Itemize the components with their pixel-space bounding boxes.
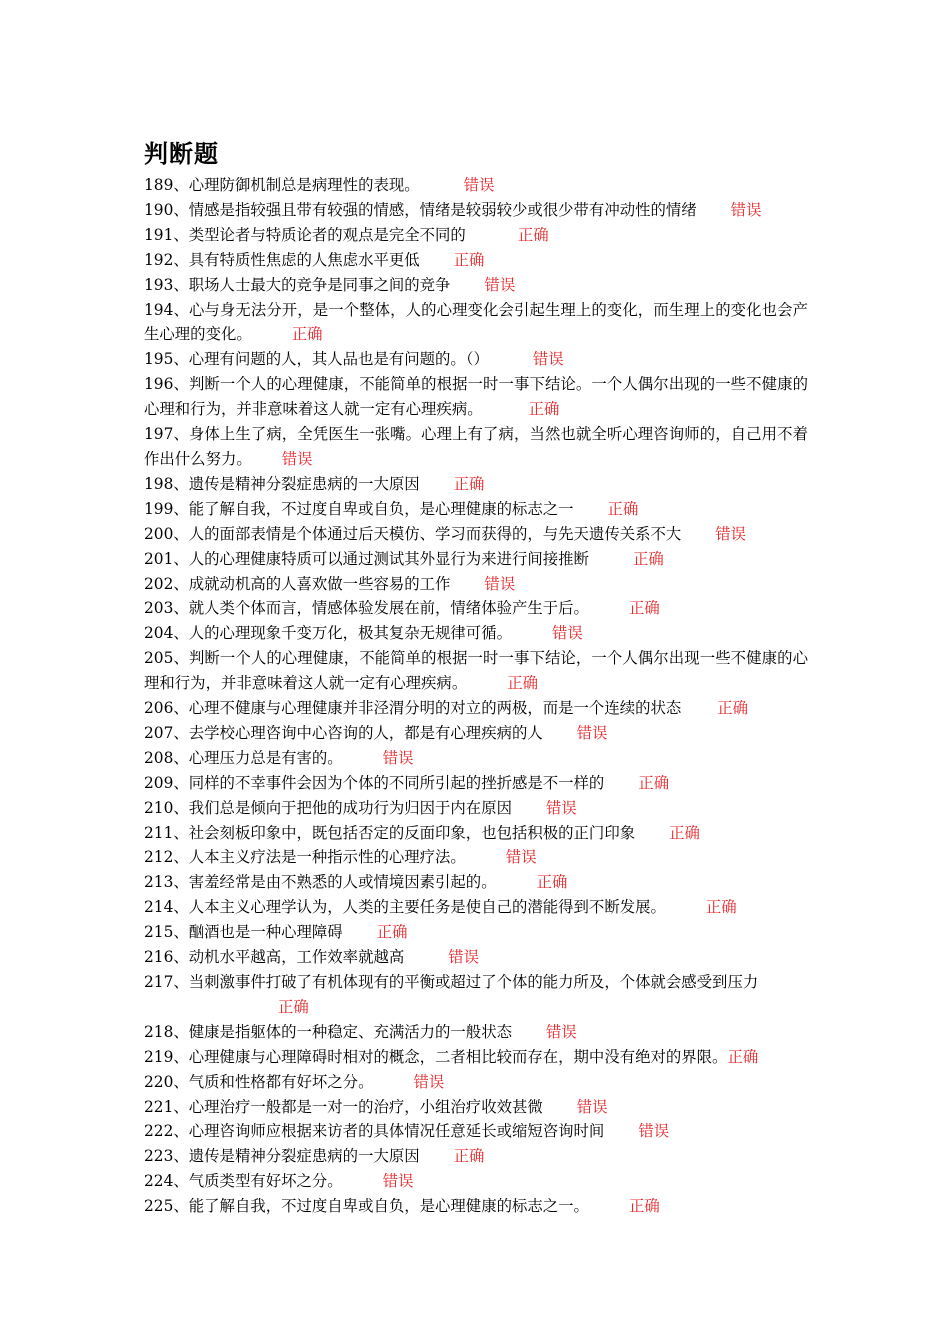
question-item: [144, 721, 808, 746]
question-item: [144, 1020, 808, 1045]
question-item: [144, 497, 808, 522]
answer-label: 错误: [281, 449, 313, 468]
question-text: 205、判断一个人的心理健康，不能简单的根据一时一事下结论，一个人偶尔出现一些不健康的心理和行为，并非意味着这人就一定有心理疾病。: [144, 649, 808, 693]
answer-label: 正确: [453, 250, 485, 269]
question-text: 202、成就动机高的人喜欢做一些容易的工作: [144, 574, 451, 593]
question-item: [144, 1169, 808, 1194]
question-item: [144, 248, 808, 273]
question-text: 216、动机水平越高，工作效率就越高: [144, 948, 405, 967]
question-text: 189、心理防御机制总是病理性的表现。: [144, 176, 420, 194]
question-text: 206、心理不健康与心理健康并非泾渭分明的对立的两极，而是一个连续的状态: [144, 699, 682, 718]
answer-label: 错误: [545, 1022, 577, 1041]
question-text: 211、社会刻板印象中，既包括否定的反面印象，也包括积极的正门印象: [144, 823, 636, 842]
question-item: [144, 845, 808, 870]
question-list: [144, 173, 808, 1219]
question-text: 191、类型论者与特质论者的观点是完全不同的: [144, 225, 466, 244]
answer-label: 错误: [448, 948, 480, 967]
question-text: 207、去学校心理咨询中心咨询的人，都是有心理疾病的人: [144, 723, 543, 742]
question-text: 225、能了解自我，不过度自卑或自负，是心理健康的标志之一。: [144, 1197, 589, 1216]
answer-label: 正确: [638, 773, 670, 792]
question-text: 212、人本主义疗法是一种指示性的心理疗法。: [144, 848, 466, 867]
question-item: [144, 522, 808, 547]
answer-label: 正确: [628, 599, 660, 618]
question-text: 199、能了解自我，不过度自卑或自负，是心理健康的标志之一: [144, 499, 574, 518]
answer-label: 正确: [453, 474, 485, 493]
question-item: [144, 572, 808, 597]
question-text: 222、心理咨询师应根据来访者的具体情况任意延长或缩短咨询时间: [144, 1122, 605, 1141]
answer-label: 错误: [715, 524, 747, 543]
question-text: 204、人的心理现象千变万化，极其复杂无规律可循。: [144, 624, 512, 643]
answer-label: 正确: [278, 997, 309, 1016]
answer-label: 正确: [669, 823, 700, 842]
question-item: [144, 970, 808, 1020]
answer-label: 正确: [291, 325, 323, 344]
question-item: [144, 347, 808, 372]
answer-label: 正确: [517, 225, 549, 244]
answer-label: 正确: [507, 674, 539, 693]
question-text: 194、心与身无法分开，是一个整体，人的心理变化会引起生理上的变化，而生理上的变化也会产生心理的变化。: [144, 300, 808, 344]
question-text: 190、情感是指较强且带有较强的情感，情绪是较弱较少或很少带有冲动性的情绪: [144, 200, 697, 219]
question-item: [144, 547, 808, 572]
answer-label: 正确: [528, 400, 560, 419]
question-text: 215、酗酒也是一种心理障碍: [144, 923, 343, 942]
answer-label: 错误: [505, 848, 537, 867]
answer-label: 错误: [730, 200, 762, 219]
answer-label: 错误: [484, 574, 516, 593]
question-item: [144, 298, 808, 348]
answer-label: 错误: [382, 1172, 414, 1191]
question-item: [144, 796, 808, 821]
question-item: [144, 945, 808, 970]
question-item: [144, 1194, 808, 1219]
question-item: [144, 273, 808, 298]
question-item: [144, 596, 808, 621]
question-item: [144, 472, 808, 497]
answer-label: 错误: [532, 350, 564, 369]
question-text: 220、气质和性格都有好坏之分。: [144, 1072, 374, 1091]
answer-label: 正确: [632, 549, 664, 568]
answer-label: 错误: [484, 275, 516, 294]
answer-label: 错误: [413, 1072, 445, 1091]
answer-label: 正确: [453, 1147, 485, 1166]
question-item: [144, 895, 808, 920]
question-text: 221、心理治疗一般都是一对一的治疗，小组治疗收效甚微: [144, 1097, 543, 1116]
question-text: 198、遗传是精神分裂症患病的一大原因: [144, 474, 420, 493]
question-item: [144, 621, 808, 646]
question-text: 213、害羞经常是由不熟悉的人或情境因素引起的。: [144, 873, 497, 892]
question-text: 210、我们总是倾向于把他的成功行为归因于内在原因: [144, 798, 512, 817]
answer-label: 错误: [545, 798, 577, 817]
question-text: 195、心理有问题的人，其人品也是有问题的。（）: [144, 350, 489, 369]
question-item: [144, 1095, 808, 1120]
question-item: [144, 372, 808, 422]
question-text: 196、判断一个人的心理健康，不能简单的根据一时一事下结论。一个人偶尔出现的一些不健康的心理和行为，并非意味着这人就一定有心理疾病。: [144, 375, 808, 419]
answer-label: 正确: [717, 699, 749, 718]
page-title: 判断题: [144, 140, 219, 168]
question-text: 201、人的心理健康特质可以通过测试其外显行为来进行间接推断: [144, 549, 589, 568]
question-text: 203、就人类个体而言，情感体验发展在前，情绪体验产生于后。: [144, 599, 589, 618]
question-text: 217、当刺激事件打破了有机体现有的平衡或超过了个体的能力所及，个体就会感受到压力: [144, 973, 759, 991]
answer-label: 正确: [376, 923, 408, 942]
question-item: [144, 920, 808, 945]
question-text: 214、人本主义心理学认为，人类的主要任务是使自己的潜能得到不断发展。: [144, 898, 666, 917]
answer-label: 正确: [727, 1047, 759, 1066]
answer-label: 正确: [628, 1197, 660, 1216]
question-text: 197、身体上生了病，全凭医生一张嘴。心理上有了病，当然也就全听心理咨询师的，自己用不着作出什么努力。: [144, 425, 808, 468]
question-item: [144, 198, 808, 223]
question-item: [144, 422, 808, 472]
question-item: [144, 696, 808, 721]
question-item: [144, 746, 808, 771]
answer-label: 错误: [638, 1122, 670, 1141]
question-item: [144, 223, 808, 248]
answer-label: 错误: [382, 748, 414, 767]
answer-label: 错误: [463, 176, 495, 194]
answer-label: 正确: [705, 898, 737, 917]
question-text: 223、遗传是精神分裂症患病的一大原因: [144, 1147, 420, 1166]
answer-label: 正确: [536, 873, 568, 892]
question-item: [144, 821, 808, 846]
question-text: 219、心理健康与心理障碍时相对的概念，二者相比较而存在，期中没有绝对的界限。: [144, 1047, 728, 1066]
question-text: 192、具有特质性焦虑的人焦虑水平更低: [144, 250, 420, 269]
question-text: 208、心理压力总是有害的。: [144, 748, 343, 767]
question-item: [144, 646, 808, 696]
question-item: [144, 1045, 808, 1070]
question-text: 193、职场人士最大的竞争是同事之间的竞争: [144, 275, 451, 294]
question-text: 200、人的面部表情是个体通过后天模仿、学习而获得的，与先天遗传关系不大: [144, 524, 682, 543]
question-item: [144, 771, 808, 796]
question-text: 224、气质类型有好坏之分。: [144, 1172, 343, 1191]
question-text: 209、同样的不幸事件会因为个体的不同所引起的挫折感是不一样的: [144, 773, 605, 792]
question-item: [144, 1144, 808, 1169]
answer-label: 错误: [576, 723, 608, 742]
answer-label: 错误: [576, 1097, 608, 1116]
question-item: [144, 1070, 808, 1095]
question-text: 218、健康是指躯体的一种稳定、充满活力的一般状态: [144, 1022, 512, 1041]
question-item: [144, 1119, 808, 1144]
question-item: [144, 870, 808, 895]
question-item: [144, 173, 808, 198]
answer-label: 错误: [551, 624, 583, 643]
answer-label: 正确: [607, 499, 639, 518]
